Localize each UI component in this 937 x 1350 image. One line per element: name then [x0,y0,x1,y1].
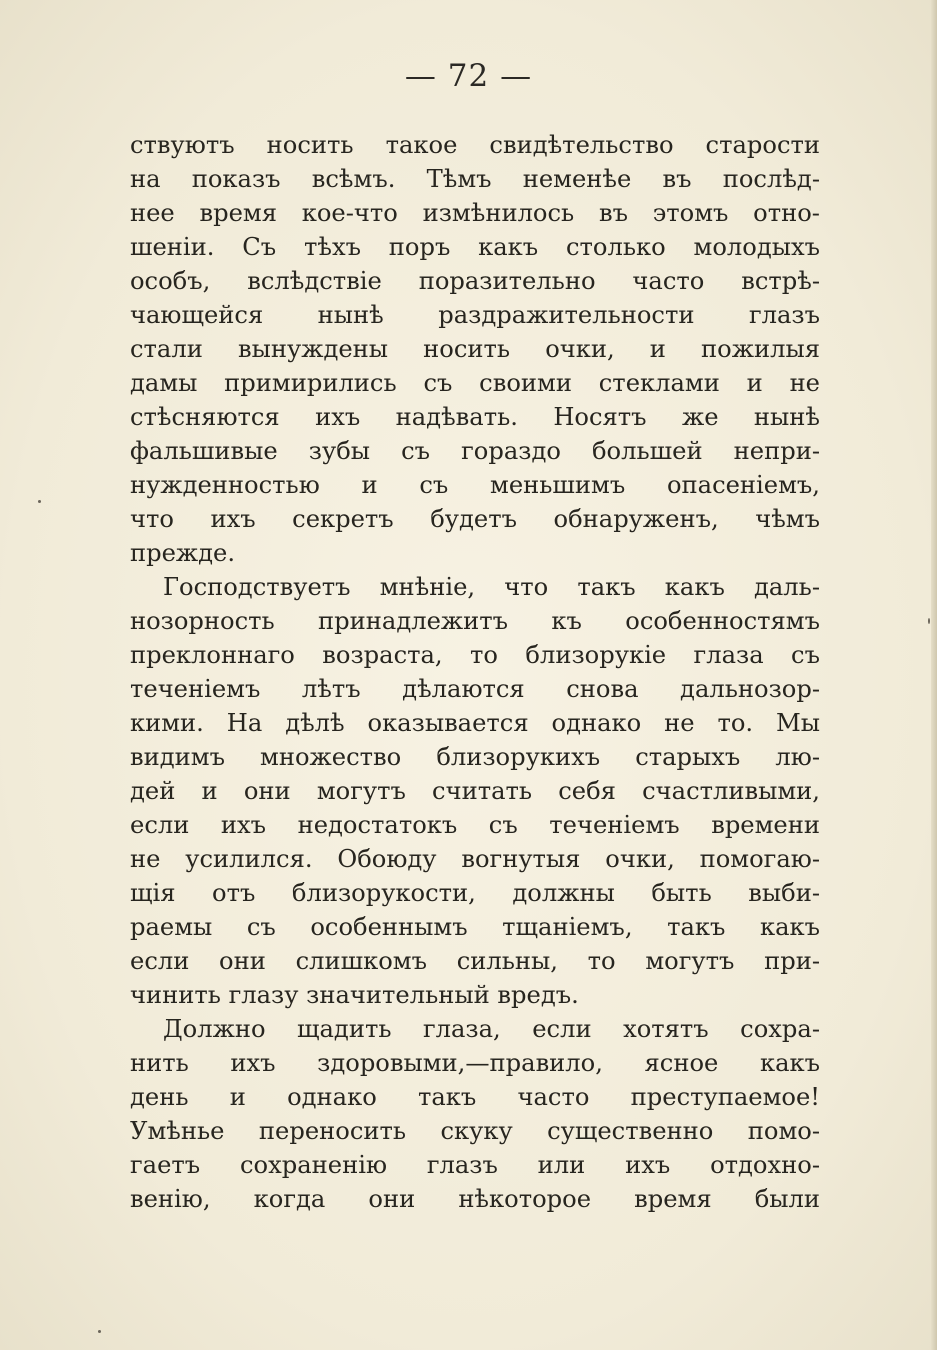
text-line: нужденностью и съ меньшимъ опасеніемъ, [130,471,820,499]
paper-speck [38,500,41,503]
text-line: чающейся нынѣ раздражительности глазъ [130,301,820,329]
text-line: нить ихъ здоровыми,—правило, ясное какъ [130,1049,820,1077]
text-line: кими. На дѣлѣ оказывается однако не то. Мы [130,709,820,737]
text-line: шеніи. Съ тѣхъ поръ какъ столько молодыхъ [130,233,820,261]
text-line: чинить глазу значительный вредъ. [130,981,579,1009]
text-line: раемы съ особеннымъ тщаніемъ, такъ какъ [130,913,820,941]
text-line: дамы примирились съ своими стеклами и не [130,369,820,397]
text-line: если они слишкомъ сильны, то могутъ при- [130,947,820,975]
body-text [130,128,820,1216]
text-line: гаетъ сохраненію глазъ или ихъ отдохно- [130,1151,820,1179]
text-line: венію, когда они нѣкоторое время были [130,1185,820,1213]
text-line: стали вынуждены носить очки, и пожилыя [130,335,820,363]
text-line: видимъ множество близорукихъ старыхъ лю- [130,743,820,771]
text-line: ствуютъ носить такое свидѣтельство старости [130,131,820,159]
text-line: особъ, вслѣдствіе поразительно часто встрѣ- [130,267,820,295]
text-line: фальшивые зубы съ гораздо большей непри- [130,437,820,465]
paper-speck [928,618,930,624]
text-line: Умѣнье переносить скуку существенно помо- [130,1117,820,1145]
text-line: стѣсняются ихъ надѣвать. Носятъ же нынѣ [130,403,820,431]
paragraph [130,570,820,1012]
paragraph [130,128,820,570]
page-edge [931,0,937,1350]
text-line: прежде. [130,539,236,567]
text-line: что ихъ секретъ будетъ обнаруженъ, чѣмъ [130,505,820,533]
text-line: преклоннаго возраста, то близорукіе глаза съ [130,641,820,669]
text-line: день и однако такъ часто преступаемое! [130,1083,820,1111]
paper-speck [98,1330,101,1333]
text-line: нее время кое-что измѣнилось въ этомъ отно- [130,199,820,227]
text-line: теченіемъ лѣтъ дѣлаются снова дальнозор- [130,675,820,703]
text-line: нозорность принадлежитъ къ особенностямъ [130,607,820,635]
text-line: если ихъ недостатокъ съ теченіемъ времени [130,811,820,839]
text-line: на показъ всѣмъ. Тѣмъ неменѣе въ послѣд- [130,165,820,193]
paragraph [130,1012,820,1216]
text-line: щія отъ близорукости, должны быть выби- [130,879,820,907]
text-line: дей и они могутъ считать себя счастливыми, [130,777,820,805]
text-line: не усилился. Обоюду вогнутыя очки, помогаю- [130,845,820,873]
page-number: — 72 — [404,58,533,94]
text-line: Должно щадить глаза, если хотятъ сохра- [163,1015,820,1043]
text-line: Господствуетъ мнѣніе, что такъ какъ даль- [163,573,820,601]
